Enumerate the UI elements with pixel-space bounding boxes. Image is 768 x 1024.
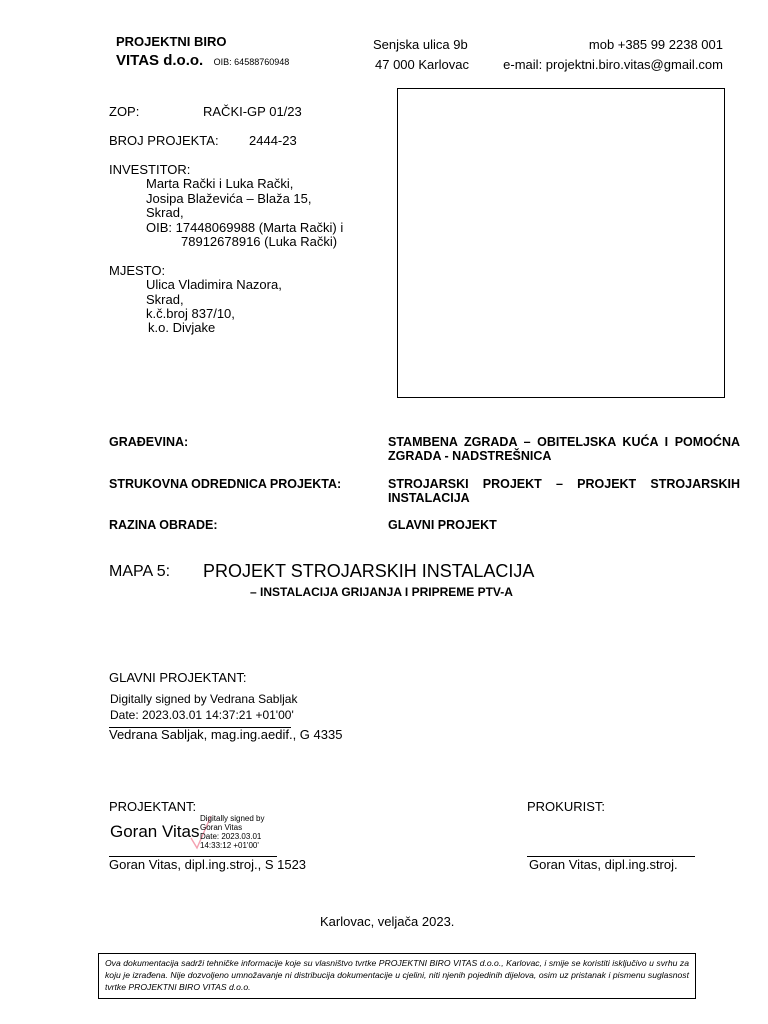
- strukovna-label: STRUKOVNA ODREDNICA PROJEKTA:: [109, 477, 342, 491]
- company-legal-name: VITAS d.o.o.: [116, 52, 204, 69]
- mjesto-line: k.č.broj 837/10,: [146, 306, 235, 321]
- digital-signature-small: Goran Vitas: [200, 823, 243, 832]
- investitor-label: INVESTITOR:: [109, 162, 191, 177]
- company-mobile: mob +385 99 2238 001: [588, 37, 723, 52]
- investitor-line: Josipa Blaževića – Blaža 15,: [146, 191, 312, 206]
- mapa-label: MAPA 5:: [109, 563, 171, 580]
- zop-value: RAČKI-GP 01/23: [203, 104, 302, 119]
- prokurist-name: Goran Vitas, dipl.ing.stroj.: [529, 857, 678, 872]
- prokurist-label: PROKURIST:: [527, 799, 606, 814]
- mjesto-line: Ulica Vladimira Nazora,: [146, 277, 282, 292]
- mapa-subtitle: – INSTALACIJA GRIJANJA I PRIPREME PTV-A: [250, 585, 513, 599]
- company-oib: OIB: 64588760948: [213, 57, 290, 67]
- glavni-projektant-name: Vedrana Sabljak, mag.ing.aedif., G 4335: [109, 727, 343, 742]
- investitor-line: 78912678916 (Luka Rački): [181, 234, 338, 249]
- digital-signature-date: Date: 2023.03.01 14:37:21 +01'00': [110, 708, 294, 722]
- mjesto-line: k.o. Divjake: [148, 320, 216, 335]
- company-city: 47 000 Karlovac: [375, 57, 469, 72]
- company-email: e-mail: projektni.biro.vitas@gmail.com: [503, 57, 723, 72]
- disclaimer-box: Ova dokumentacija sadrži tehničke informacije koje su vlasništvo tvrtke PROJEKTNI BIRO VITAS d.o.o., Karlovac, i smije se koristiti isključivo u svrhu za koju je izrađena. Nije dozvoljeno umnožavanje ni distribucija dokumentacije u cjelini, niti njenih pojedinih dijelova, osim uz pristanak i pismenu suglasnost tvrtke PROJEKTNI BIRO VITAS d.o.o.: [98, 953, 696, 999]
- investitor-line: Marta Rački i Luka Rački,: [146, 176, 294, 191]
- company-name-line2: [116, 52, 289, 70]
- mjesto-label: MJESTO:: [109, 263, 166, 278]
- place-date: Karlovac, veljača 2023.: [320, 914, 455, 929]
- gradevina-value: STAMBENA ZGRADA – OBITELJSKA KUĆA I POMOĆNA ZGRADA - NADSTREŠNICA: [388, 435, 740, 463]
- company-street: Senjska ulica 9b: [373, 37, 468, 52]
- digital-signature-small: 14:33:12 +01'00': [200, 841, 259, 850]
- digital-signature-small: Digitally signed by: [200, 814, 265, 823]
- broj-projekta-value: 2444-23: [249, 133, 297, 148]
- digital-signature-small: Date: 2023.03.01: [200, 832, 262, 841]
- image-frame: [397, 88, 725, 398]
- razina-value: GLAVNI PROJEKT: [388, 518, 497, 532]
- gradevina-label: GRAĐEVINA:: [109, 435, 189, 449]
- glavni-projektant-label: GLAVNI PROJEKTANT:: [109, 670, 247, 685]
- broj-projekta-label: BROJ PROJEKTA:: [109, 133, 219, 148]
- zop-label: ZOP:: [109, 104, 140, 119]
- projektant-label: PROJEKTANT:: [109, 799, 197, 814]
- investitor-line: OIB: 17448069988 (Marta Rački) i: [146, 220, 344, 235]
- investitor-line: Skrad,: [146, 205, 184, 220]
- company-name: PROJEKTNI BIRO: [116, 34, 227, 49]
- razina-label: RAZINA OBRADE:: [109, 518, 218, 532]
- signature-name: Goran Vitas: [110, 822, 200, 841]
- digital-signature-line: Digitally signed by Vedrana Sabljak: [110, 692, 298, 706]
- strukovna-value: STROJARSKI PROJEKT – PROJEKT STROJARSKIH INSTALACIJA: [388, 477, 740, 505]
- mapa-title: PROJEKT STROJARSKIH INSTALACIJA: [203, 561, 535, 581]
- mjesto-line: Skrad,: [146, 292, 184, 307]
- projektant-name: Goran Vitas, dipl.ing.stroj., S 1523: [109, 857, 307, 872]
